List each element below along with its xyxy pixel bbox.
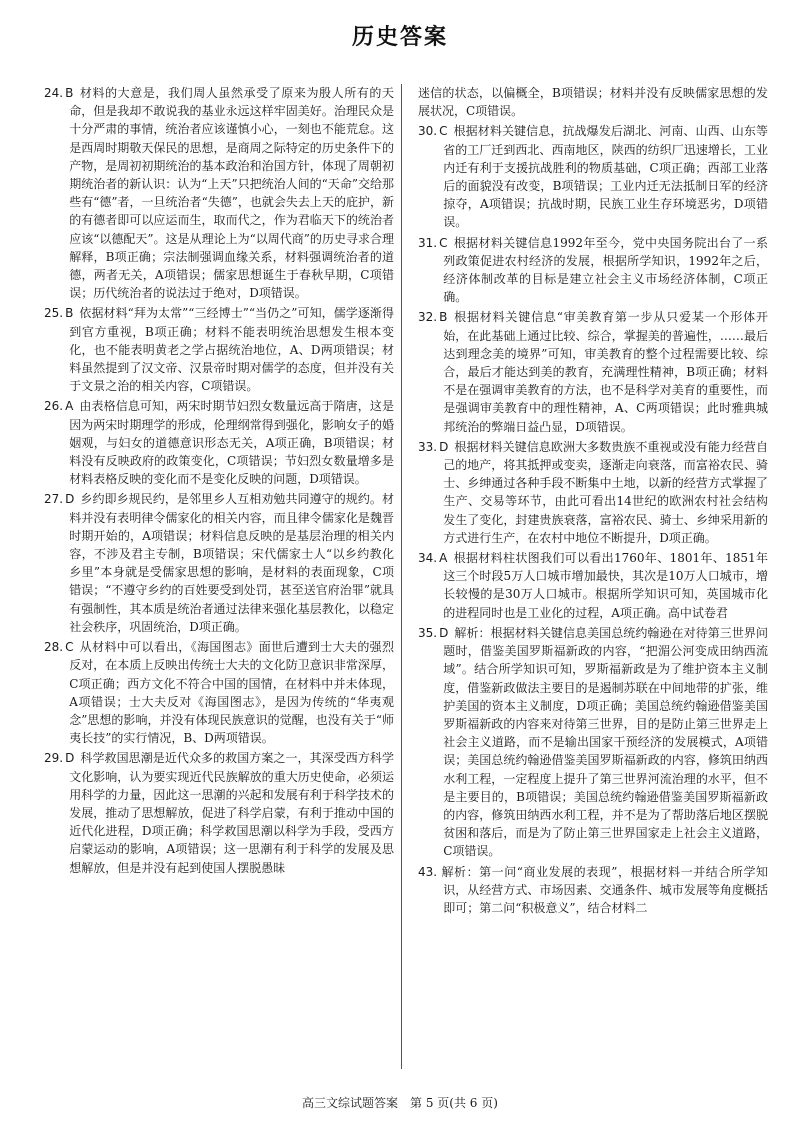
question-number: 31.: [418, 235, 438, 250]
answer-choice: C: [439, 124, 448, 139]
explanation-text: 由表格信息可知，两宋时期节妇烈女数量远高于隋唐，这是因为两宋时期理学的形成，伦理纲常得到强化，影响女子的婚姻观，与妇女的道德意识形态无关，A项正确，B项错误；材料没有反映政府的政策变化，C项错误；节妇烈女数量增多是材料表格反映的变化而不是变化反映的问题，D项错误。: [69, 399, 394, 487]
answer-choice: B: [65, 86, 74, 100]
explanation-text: 解析：根据材料关键信息美国总统约翰逊在对待第三世界问题时，借鉴美国罗斯福新政的内容，“把湄公河变成田纳西流域”。结合所学知识可知，罗斯福新政是为了维护资本主义制度，借鉴新政做法主要目的是遏制苏联在中间地带的扩张，维护美国的资本主义制度，D项正确；美国总统约翰逊借鉴美国罗斯福新政的内容来对待第三世界，目的是防止第三世界走上社会主义道路，而不是输出国家干预经济的发展模式，A项错误；美国总统约翰逊借鉴美国罗斯福新政的内容，修筑田纳西水利工程，一定程度上提升了第三世界河流治理的水平，但不是主要目的，B项错误；美国总统约翰逊借鉴美国罗斯福新政的内容，修筑田纳西水利工程，并不是为了帮助落后地区摆脱贫困和落后，而是为了防止第三世界国家走上社会主义道路，C项错误。: [443, 625, 768, 859]
question-number: 24.: [44, 86, 64, 100]
question-number: 26.: [44, 399, 64, 414]
answer-choice: A: [439, 551, 448, 566]
question-number: 25.: [44, 306, 64, 321]
answer-item: [418, 549, 768, 622]
answer-choice: C: [65, 640, 74, 655]
answer-item: [44, 490, 394, 636]
question-number: 43.: [418, 864, 438, 879]
answer-item: [418, 624, 768, 861]
answer-choice: D: [439, 439, 449, 454]
explanation-text: 从材料中可以看出，《海国图志》面世后遭到士大夫的强烈反对，在本质上反映出传统士大夫的文化防卫意识非常深厚，C项正确；西方文化不符合中国的国情，在材料中并未体现，A项错误；士大夫反对《海国图志》，是因为传统的“华夷观念”思想的影响，并没有体现民族意识的觉醒，也没有关于“师夷长技”的实行情况，B、D两项错误。: [69, 640, 394, 746]
answer-item: [418, 122, 768, 231]
question-number: 35.: [418, 625, 438, 640]
explanation-text: 根据材料关键信息，抗战爆发后湖北、河南、山西、山东等省的工厂迁到西北、西南地区，陕西的纺织厂迅速增长，工业内迁有利于支援抗战胜利的物质基础，C项正确；西部工业落后的面貌没有改变，B项错误；工业内迁无法抵制日军的经济掠夺，A项错误；抗战时期，民族工业生存环境恶劣，D项错误。: [443, 124, 768, 230]
answer-item: [44, 84, 394, 302]
answer-choice: A: [65, 399, 74, 414]
question-number: 28.: [44, 640, 64, 655]
explanation-text: 迷信的状态，以偏概全，B项错误；材料并没有反映儒家思想的发展状况，C项错误。: [418, 86, 768, 119]
answer-item: [418, 438, 768, 547]
answer-item: [44, 638, 394, 747]
column-divider: [401, 84, 402, 1069]
page-footer: 高三文综试题答案 第 5 页(共 6 页): [302, 1096, 498, 1110]
answer-item: [418, 84, 768, 120]
explanation-text: 根据材料柱状图我们可以看出1760年、1801年、1851年这三个时段5万人口城市增加最快，其次是10万人口城市，增长较慢的是30万人口城市。根据所学知识可知，英国城市化的进程同时也是工业化的过程，A项正确。高中试卷君: [443, 551, 768, 620]
answer-item: [418, 308, 768, 435]
answer-choice: D: [65, 492, 75, 507]
explanation-text: 解析：第一问“商业发展的表现”，根据材料一并结合所学知识，从经营方式、市场因素、交通条件、城市发展等角度概括即可；第二问“积极意义”，结合材料二: [441, 864, 768, 915]
question-number: 34.: [418, 551, 438, 566]
explanation-text: 根据材料关键信息“审美教育第一步从只爱某一个形体开始，在此基础上通过比较、综合，掌握美的普遍性，……最后达到理念美的境界”可知，审美教育的整个过程需要比较、综合，最后才能达到美的教育，充满理性精神，B项正确；材料不是在强调审美教育的方法，也不是科学对美育的重要性，而是强调审美教育中的理性精神，A、C两项错误；此时雅典城邦统治的弊端日益凸显，D项错误。: [443, 310, 768, 434]
explanation-text: 材料的大意是，我们周人虽然承受了原来为殷人所有的天命，但是我却不敢说我的基业永远这样牢固美好。治理民众是十分严肃的事情，统治者应该谨慎小心，一刻也不能荒怠。这是西周时期敬天保民的思想，是商周之际特定的历史条件下的产物，是周初初期统治的基本政治和治国方针，体现了周朝初期统治者的新认识：认为“上天”只把统治人间的“天命”交给那些有“德”者，一旦统治者“失德”，也就会失去上天的庇护，新的有德者即可以应运而生，取而代之，作为君临天下的统治者应该“以德配天”。这是从理论上为“以周代商”的历史寻求合理解释，B项正确；宗法制强调血缘关系，材料强调统治者的道德，两者无关，A项错误；儒家思想诞生于春秋早期，C项错误；历代统治者的说法过于绝对，D项错误。: [69, 86, 394, 301]
explanation-text: 依据材料“拜为太常”“三经博士”“当仍之”可知，儒学逐渐得到官方重视，B项正确；材料不能表明统治思想发生根本变化，也不能表明黄老之学占据统治地位，A、D两项错误；材料虽然提到了汉文帝、汉景帝时期对儒学的态度，但并没有关于文景之治的相关内容，C项错误。: [69, 306, 394, 394]
answer-choice: B: [65, 306, 74, 321]
answer-item: [44, 749, 394, 876]
question-number: 32.: [418, 310, 438, 325]
explanation-text: 根据材料关键信息1992年至今，党中央国务院出台了一系列政策促进农村经济的发展，根据所学知识，1992年之后，经济体制改革的目标是建立社会主义市场经济体制，C项正确。: [443, 235, 768, 305]
answer-item: [44, 304, 394, 395]
answer-choice: D: [439, 625, 449, 640]
answer-choice: B: [439, 310, 448, 325]
answer-choice: C: [439, 235, 448, 250]
page-title: 历史答案: [351, 25, 448, 50]
question-number: 33.: [418, 439, 438, 454]
question-number: 30.: [418, 124, 438, 139]
answer-item: [44, 397, 394, 488]
question-number: 27.: [44, 492, 64, 507]
explanation-text: 科学救国思潮是近代众多的救国方案之一，其深受西方科学文化影响，认为要实现近代民族解放的重大历史使命，必须运用科学的力量，因此这一思潮的兴起和发展有利于科学技术的发展，推动了思想解放，促进了科学启蒙，有利于推动中国的近代化进程，D项正确；科学救国思潮以科学为手段，受西方启蒙运动的影响，A项错误；这一思潮有利于科学的发展及思想解放，但是并没有起到使国人摆脱愚昧: [69, 751, 394, 875]
answer-column-right: [418, 84, 768, 919]
explanation-text: 根据材料关键信息欧洲大多数贵族不重视或没有能力经营自己的地产，将其抵押或变卖，逐渐走向衰落，而富裕农民、骑士、乡绅通过各种手段不断集中土地，以新的经营方式掌握了生产、交易等环节，由此可看出14世纪的欧洲农村社会结构发生了变化，封建贵族衰落，富裕农民、骑士、乡绅采用新的方式进行生产，在农村中地位不断提升，D项正确。: [443, 439, 768, 545]
question-number: 29.: [44, 751, 64, 766]
answer-item: [418, 234, 768, 307]
explanation-text: 乡约即乡规民约，是邻里乡人互相劝勉共同遵守的规约。材料并没有表明律令儒家化的相关内容，而且律令儒家化是魏晋时期开始的，A项错误；材料信息反映的是基层治理的相关内容，不涉及君主专制，B项错误；宋代儒家士人“以乡约教化乡里”本身就是受儒家思想的影响，是材料的表面现象，C项错误；“不遵守乡约的百姓要受到处罚，甚至送官府治罪”就具有强制性，其本质是统治者通过法律来强化基层教化，以稳定社会秩序，巩固统治，D项正确。: [69, 492, 394, 634]
answer-choice: D: [65, 751, 75, 766]
answer-item: [418, 863, 768, 918]
answer-column-left: [44, 84, 394, 879]
